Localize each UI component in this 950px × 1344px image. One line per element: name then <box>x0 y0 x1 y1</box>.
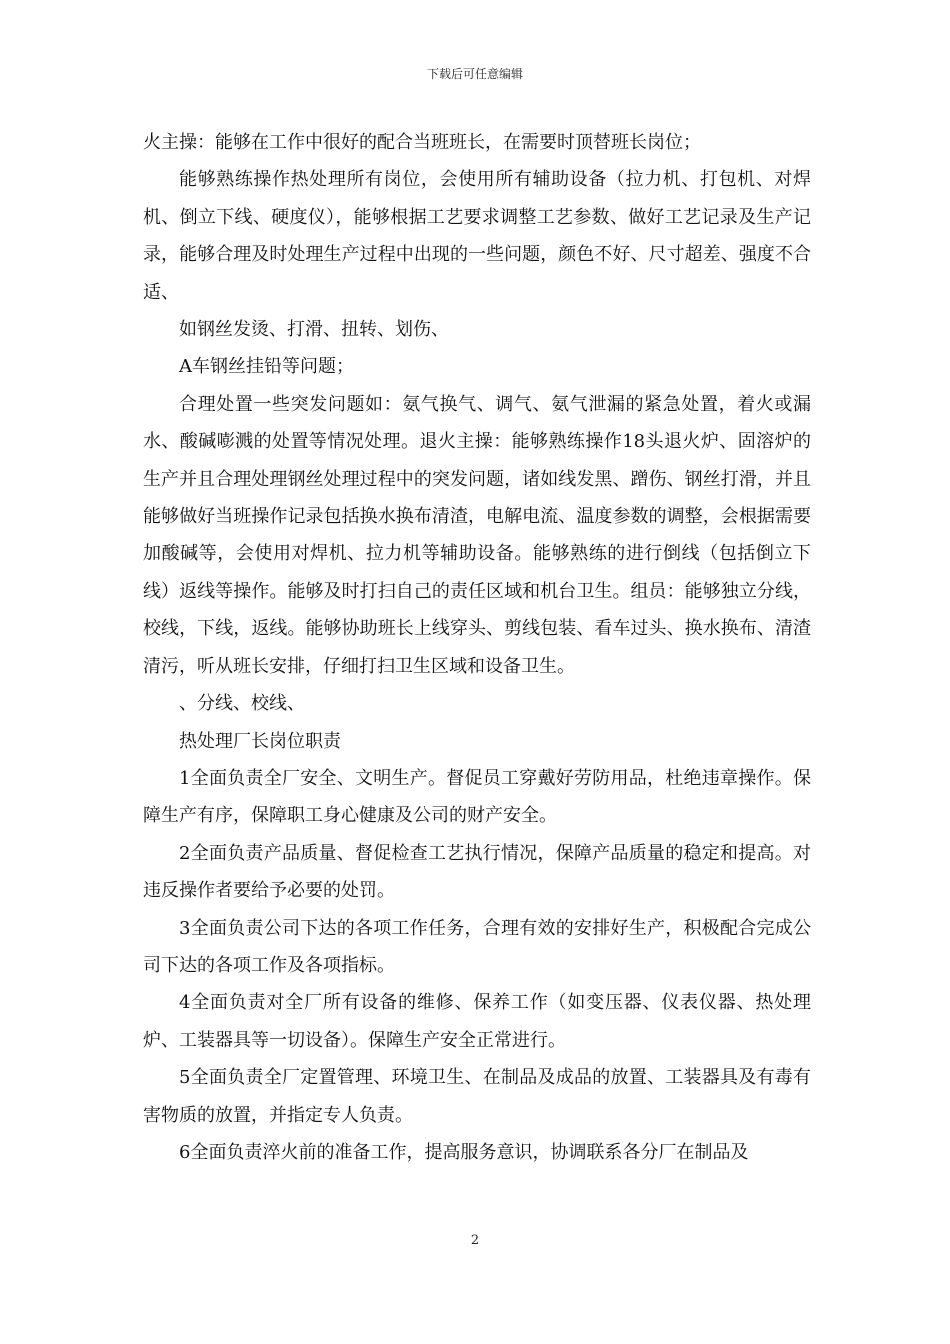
duty-item-3: 3全面负责公司下达的各项工作任务，合理有效的安排好生产，积极配合完成公司下达的各项工作及各项指标。 <box>143 917 811 976</box>
document-body <box>143 124 811 1171</box>
paragraph-5: 合理处置一些突发问题如：氨气换气、调气、氨气泄漏的紧急处置，着火或漏水、酸碱嘭溅的处置等情况处理。退火主操：能够熟练操作18头退火炉、固溶炉的生产并且合理处理钢丝处理过程中的突发问题，诸如线发黑、蹭伤、钢丝打滑，并且能够做好当班操作记录包括换水换布清渣，电解电流、温度参数的调整，会根据需要加酸碱等，会使用对焊机、拉力机等辅助设备。能够熟练的进行倒线（包括倒立下线）返线等操作。能够及时打扫自己的责任区域和机台卫生。组员：能够独立分线，校线，下线，返线。能够协助班长上线穿头、剪线包装、看车过头、换水换布、清渣清污，听从班长安排，仔细打扫卫生区域和设备卫生。 <box>143 393 811 677</box>
duty-item-1: 1全面负责全厂安全、文明生产。督促员工穿戴好劳防用品，杜绝违章操作。保障生产有序，保障职工身心健康及公司的财产安全。 <box>143 767 811 827</box>
duty-item-2: 2全面负责产品质量、督促检查工艺执行情况，保障产品质量的稳定和提高。对违反操作者要给予必要的处罚。 <box>143 842 811 902</box>
duty-item-4: 4全面负责对全厂所有设备的维修、保养工作（如变压器、仪表仪器、热处理炉、工装器具等一切设备）。保障生产安全正常进行。 <box>143 992 811 1051</box>
paragraph-6: 、分线、校线、 <box>179 693 305 715</box>
duty-item-6: 6全面负责淬火前的准备工作，提高服务意识，协调联系各分厂在制品及 <box>179 1141 749 1163</box>
paragraph-4: A车钢丝挂铅等问题； <box>179 356 354 378</box>
paragraph-1: 火主操：能够在工作中很好的配合当班班长，在需要时顶替班长岗位； <box>143 132 701 153</box>
paragraph-3: 如钢丝发烫、打滑、扭转、划伤、 <box>179 319 449 341</box>
page-number: 2 <box>470 1233 480 1248</box>
paragraph-2: 能够熟练操作热处理所有岗位，会使用所有辅助设备（拉力机、打包机、对焊机、倒立下线、硬度仪），能够根据工艺要求调整工艺参数、做好工艺记录及生产记录，能够合理及时处理生产过程中出现的一些问题，颜色不好、尺寸超差、强度不合适、 <box>143 169 811 303</box>
section-heading: 热处理厂长岗位职责 <box>179 730 341 752</box>
page-header: 下载后可任意编辑 <box>426 67 523 81</box>
duty-item-5: 5全面负责全厂定置管理、环境卫生、在制品及成品的放置、工装器具及有毒有害物质的放置，并指定专人负责。 <box>143 1067 811 1126</box>
